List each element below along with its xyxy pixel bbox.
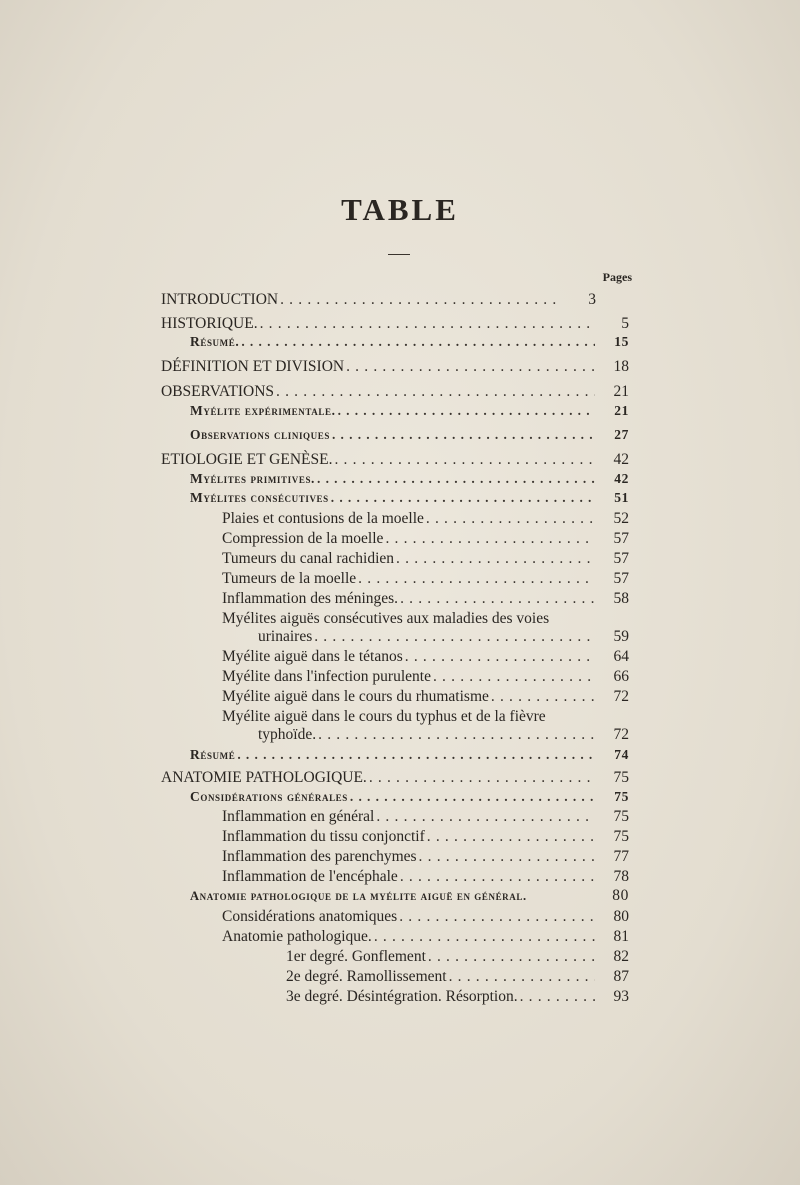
toc-entry-page: 18 xyxy=(613,358,629,375)
toc-entry xyxy=(222,687,629,707)
toc-entry-text: urinaires xyxy=(258,628,313,645)
leader-dots xyxy=(385,529,595,549)
leader-dots xyxy=(331,488,595,508)
leader-dots xyxy=(419,847,595,867)
leader-dots xyxy=(260,314,595,334)
toc-entry-text: Inflammation en général xyxy=(222,808,375,825)
toc-entry-page: 42 xyxy=(614,471,629,486)
leader-dots xyxy=(346,357,595,377)
toc-entry-text: Plaies et contusions de la moelle xyxy=(222,510,424,527)
toc-entry-text: typhoïde. xyxy=(258,726,317,743)
toc-entry-page: 74 xyxy=(614,747,629,762)
toc-entry-page: 51 xyxy=(614,490,629,505)
toc-entry-text: Résumé xyxy=(190,747,236,762)
leader-dots xyxy=(332,425,595,445)
toc-entry-text-first: Myélite aiguë dans le cours du typhus et de la fièvre xyxy=(222,708,546,725)
toc-entry xyxy=(286,947,629,967)
leader-dots xyxy=(280,290,562,310)
leader-dots xyxy=(426,509,595,529)
toc-entry-page: 93 xyxy=(613,988,629,1005)
pages-column-label: Pages xyxy=(602,270,632,284)
toc-entry xyxy=(222,667,629,687)
toc-entry-text-first: Myélites aiguës consécutives aux maladies des voies xyxy=(222,610,550,627)
toc-entry-page: 75 xyxy=(613,808,629,825)
toc-entry-page: 78 xyxy=(613,868,629,885)
toc-entry xyxy=(222,827,629,847)
toc-entry xyxy=(222,927,629,947)
toc-entry-page: 80 xyxy=(612,887,629,904)
toc-entry-text: DÉFINITION ET DIVISION xyxy=(161,358,345,375)
toc-entry-text: Myélites consécutives xyxy=(190,490,329,505)
toc-entry-page: 66 xyxy=(613,668,629,685)
toc-entry-text: Myélites primitives. xyxy=(190,471,316,486)
toc-entry-text: Compression de la moelle xyxy=(222,530,384,547)
toc-entry xyxy=(190,425,629,445)
toc-entry-first-line xyxy=(222,707,596,727)
toc-entry-page: 5 xyxy=(621,315,629,332)
toc-entry-page: 21 xyxy=(614,403,629,418)
toc-entry-page: 27 xyxy=(614,427,629,442)
toc-entry-page: 82 xyxy=(613,948,629,965)
toc-entry-page: 21 xyxy=(613,383,629,400)
toc-entry-text: 1er degré. Gonflement xyxy=(286,948,426,965)
toc-entry-text: Anatomie pathologique de la myélite aiguë en général. xyxy=(190,889,527,903)
toc-entry xyxy=(222,589,629,609)
toc-entry xyxy=(286,987,629,1007)
toc-entry-page: 75 xyxy=(613,769,629,786)
leader-dots xyxy=(318,725,595,745)
toc-entry xyxy=(222,569,629,589)
leader-dots xyxy=(491,687,595,707)
leader-dots xyxy=(520,987,595,1007)
leader-dots xyxy=(399,907,595,927)
leader-dots xyxy=(400,589,595,609)
toc-entry-page: 80 xyxy=(613,908,629,925)
toc-entry xyxy=(161,290,596,310)
toc-entry-first-line xyxy=(222,609,596,629)
leader-dots xyxy=(314,627,595,647)
toc-entry-page: 52 xyxy=(613,510,629,527)
leader-dots xyxy=(428,947,595,967)
toc-entry-text: Myélite expérimentale. xyxy=(190,403,336,418)
toc-entry xyxy=(161,450,629,470)
toc-entry-page: 72 xyxy=(613,726,629,743)
toc-entry-text: Myélite aiguë dans le cours du rhumatisme xyxy=(222,688,489,705)
toc-entry xyxy=(222,647,629,667)
toc-entry-text: Anatomie pathologique. xyxy=(222,928,372,945)
toc-entry xyxy=(190,469,629,489)
toc-entry xyxy=(190,488,629,508)
leader-dots xyxy=(350,787,595,807)
leader-dots xyxy=(338,401,595,421)
toc-entry-text: Myélite dans l'infection purulente xyxy=(222,668,431,685)
toc-entry-page: 81 xyxy=(613,928,629,945)
toc-entry-page: 57 xyxy=(613,550,629,567)
toc-entry xyxy=(190,787,629,807)
toc-entry-text: ETIOLOGIE ET GENÈSE. xyxy=(161,451,333,468)
toc-entry-text: Résumé. xyxy=(190,334,240,349)
toc-entry-page: 57 xyxy=(613,530,629,547)
toc-entry xyxy=(222,529,629,549)
toc-entry-page: 57 xyxy=(613,570,629,587)
toc-entry xyxy=(161,314,629,334)
toc-entry xyxy=(222,509,629,529)
toc-entry xyxy=(258,627,629,647)
leader-dots xyxy=(358,569,595,589)
leader-dots xyxy=(237,745,595,765)
toc-entry xyxy=(222,549,629,569)
toc-entry-page: 3 xyxy=(588,291,596,308)
toc-entry-text: Observations cliniques xyxy=(190,427,330,442)
toc-entry xyxy=(286,967,629,987)
leader-dots xyxy=(334,450,595,470)
leader-dots xyxy=(376,807,595,827)
title-rule xyxy=(388,254,410,255)
toc-entry-text: Considérations générales xyxy=(190,789,348,804)
leader-dots xyxy=(369,768,595,788)
leader-dots xyxy=(276,382,595,402)
toc-entry-text: Tumeurs de la moelle xyxy=(222,570,357,587)
toc-entry-page: 64 xyxy=(613,648,629,665)
toc-entry-text: Tumeurs du canal rachidien xyxy=(222,550,395,567)
toc-entry-text: OBSERVATIONS xyxy=(161,383,275,400)
toc-entry-text: Considérations anatomiques xyxy=(222,908,398,925)
toc-entry-text: Myélite aiguë dans le tétanos xyxy=(222,648,403,665)
toc-entry-text: 3e degré. Désintégration. Résorption. xyxy=(286,988,518,1005)
toc-entry xyxy=(190,745,629,765)
leader-dots xyxy=(433,667,595,687)
leader-dots xyxy=(374,927,595,947)
leader-dots xyxy=(427,827,595,847)
toc-entry-text: Inflammation des méninges. xyxy=(222,590,399,607)
leader-dots xyxy=(241,332,595,352)
toc-entry xyxy=(222,867,629,887)
toc-entry-text: Inflammation de l'encéphale xyxy=(222,868,398,885)
toc-entry-page: 58 xyxy=(613,590,629,607)
toc-entry-page: 42 xyxy=(613,451,629,468)
page-title: TABLE xyxy=(341,192,459,227)
toc-entry xyxy=(161,357,629,377)
toc-entry-text: ANATOMIE PATHOLOGIQUE. xyxy=(161,769,367,786)
leader-dots xyxy=(449,967,595,987)
leader-dots xyxy=(317,469,595,489)
toc-entry-page: 75 xyxy=(614,789,629,804)
leader-dots xyxy=(396,549,595,569)
toc-entry xyxy=(190,886,629,906)
toc-entry-page: 75 xyxy=(613,828,629,845)
toc-entry-page: 59 xyxy=(613,628,629,645)
toc-entry xyxy=(190,401,629,421)
toc-entry-text: Inflammation des parenchymes xyxy=(222,848,417,865)
toc-entry-page: 72 xyxy=(613,688,629,705)
toc-entry xyxy=(161,768,629,788)
toc-entry xyxy=(222,847,629,867)
toc-entry-page: 15 xyxy=(614,334,629,349)
toc-entry xyxy=(222,807,629,827)
leader-dots xyxy=(400,867,595,887)
toc-entry-text: INTRODUCTION xyxy=(161,291,279,308)
toc-entry xyxy=(161,382,629,402)
toc-entry-page: 77 xyxy=(613,848,629,865)
toc-entry-text: HISTORIQUE. xyxy=(161,315,258,332)
toc-entry xyxy=(222,907,629,927)
toc-entry xyxy=(258,725,629,745)
toc-entry xyxy=(190,332,629,352)
toc-entry-text: 2e degré. Ramollissement xyxy=(286,968,447,985)
toc-entry-text: Inflammation du tissu conjonctif xyxy=(222,828,425,845)
toc-entry-page: 87 xyxy=(613,968,629,985)
leader-dots xyxy=(405,647,595,667)
